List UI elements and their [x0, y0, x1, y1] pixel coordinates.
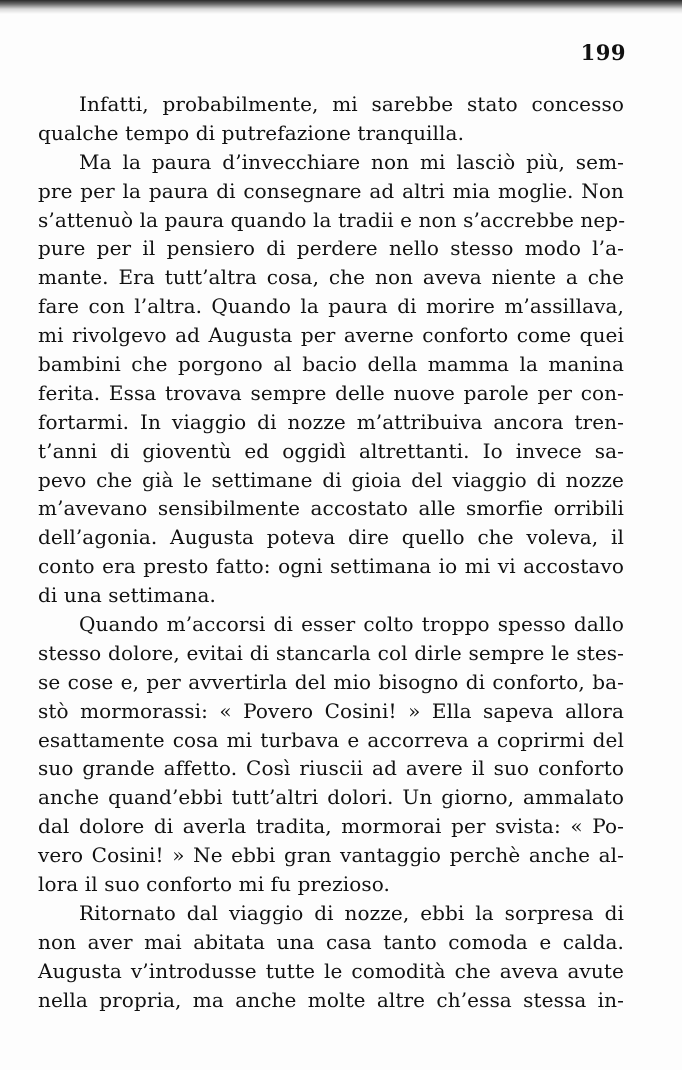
text-line: ferita. Essa trovava sempre delle nuove parole per con- — [38, 380, 624, 405]
text-line: Ritornato dal viaggio di nozze, ebbi la sorpresa di — [79, 900, 624, 925]
text-line: di una settimana. — [38, 583, 216, 608]
text-line: dal dolore di averla tradita, mormorai per svista: « Po- — [38, 814, 624, 839]
text-line: anche quand’ebbi tutt’altri dolori. Un giorno, ammalato — [38, 785, 624, 810]
text-line: vero Cosini! » Ne ebbi gran vantaggio perchè anche al- — [38, 843, 624, 868]
text-line: mante. Era tutt’altra cosa, che non aveva niente a che — [38, 265, 624, 290]
text-line: qualche tempo di putrefazione tranquilla. — [38, 120, 465, 145]
text-line: s’attenuò la paura quando la tradii e non s’accrebbe nep- — [38, 207, 626, 232]
text-line: dell’agonia. Augusta poteva dire quello che voleva, il — [38, 525, 624, 550]
page-number: 199 — [580, 40, 626, 65]
text-line: Ma la paura d’invecchiare non mi lasciò più, sem- — [79, 149, 624, 174]
text-line: stesso dolore, evitai di stancarla col dirle sempre le stes- — [38, 640, 624, 665]
text-line: fortarmi. In viaggio di nozze m’attribuiva ancora tren- — [38, 409, 624, 434]
text-line: t’anni di gioventù ed oggidì altrettanti. Io invece sa- — [38, 438, 624, 463]
text-line: conto era presto fatto: ogni settimana io mi vi accostavo — [38, 554, 624, 579]
text-line: Quando m’accorsi di esser colto troppo spesso dallo — [79, 612, 624, 637]
text-line: esattamente cosa mi turbava e accorreva a coprirmi del — [38, 727, 624, 752]
text-line: Infatti, probabilmente, mi sarebbe stato concesso — [79, 92, 624, 116]
text-line: pure per il pensiero di perdere nello stesso modo l’a- — [38, 236, 624, 261]
text-line: se cose e, per avvertirla del mio bisogno di conforto, ba- — [38, 669, 624, 694]
text-line: lora il suo conforto mi fu prezioso. — [38, 872, 390, 897]
text-line: non aver mai abitata una casa tanto comoda e calda. — [38, 929, 624, 954]
text-line: bambini che porgono al bacio della mamma la manina — [38, 352, 624, 377]
text-line: fare con l’altra. Quando la paura di morire m’assillava, — [38, 294, 624, 319]
body-text — [38, 90, 624, 1015]
text-line: stò mormorassi: « Povero Cosini! » Ella sapeva allora — [38, 698, 624, 723]
text-line: nella propria, ma anche molte altre ch’essa stessa in- — [38, 987, 624, 1012]
text-line: suo grande affetto. Così riuscii ad avere il suo conforto — [38, 756, 624, 781]
text-line: pevo che già le settimane di gioia del viaggio di nozze — [38, 467, 624, 492]
text-line: mi rivolgevo ad Augusta per averne conforto come quei — [38, 323, 624, 348]
scan-edge-shadow — [0, 0, 682, 14]
text-line: m’avevano sensibilmente accostato alle smorfie orribili — [38, 496, 624, 521]
text-line: Augusta v’introdusse tutte le comodità che aveva avute — [38, 958, 624, 983]
text-line: pre per la paura di consegnare ad altri mia moglie. Non — [38, 178, 624, 203]
